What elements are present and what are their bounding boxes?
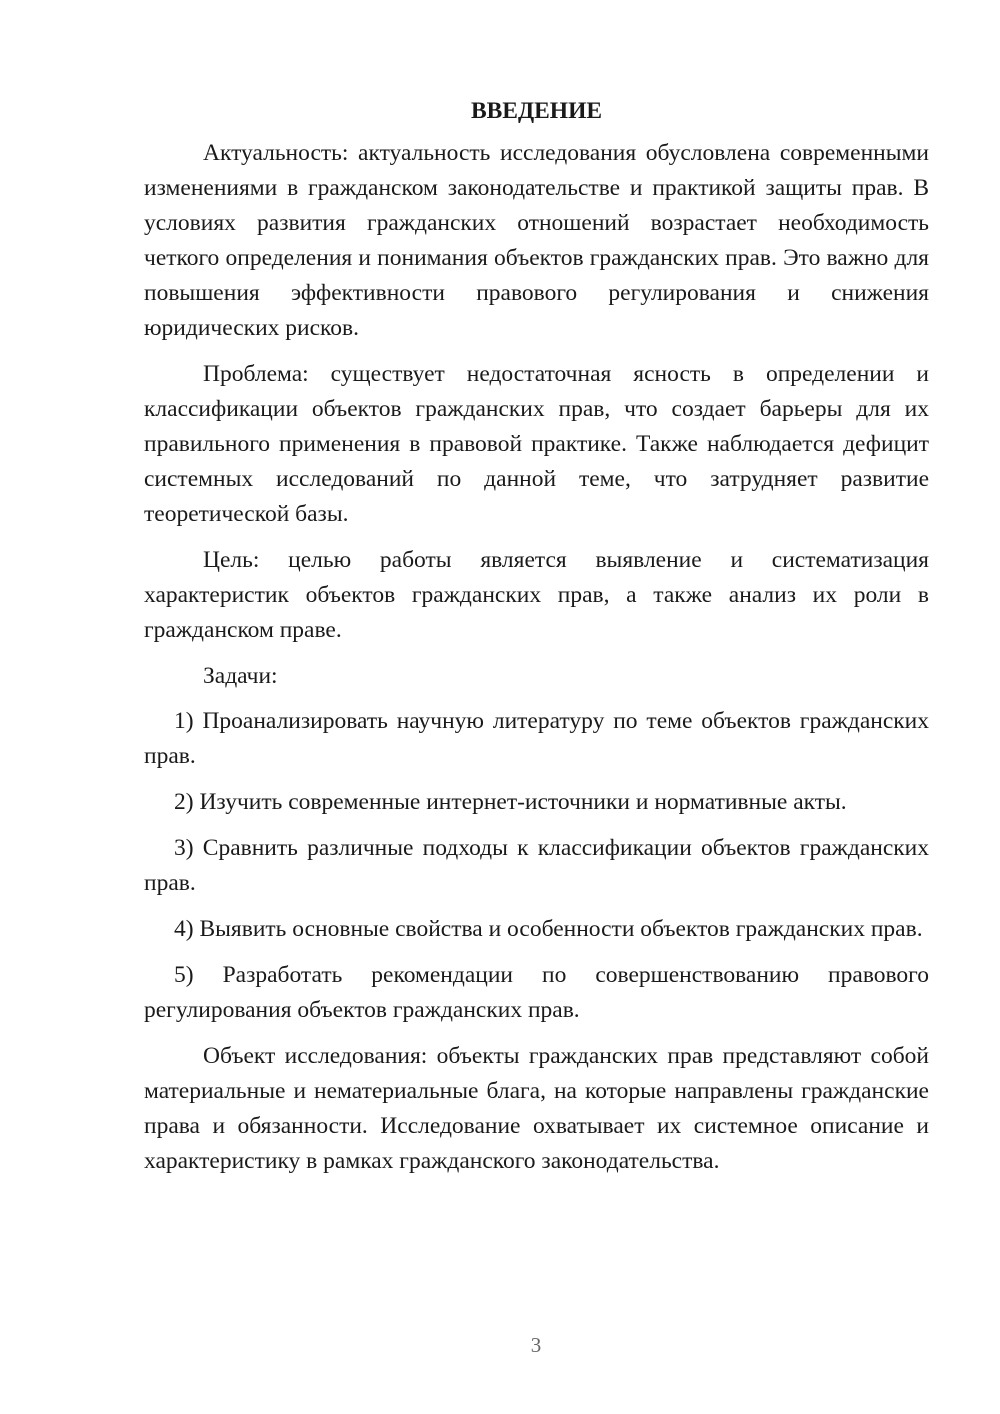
task-item-3: 3) Сравнить различные подходы к классификации объектов гражданских прав. bbox=[144, 835, 929, 896]
task-item-5: 5) Разработать рекомендации по совершенствованию правового регулирования объектов гражданских прав. bbox=[144, 962, 929, 1023]
task-item-1: 1) Проанализировать научную литературу по теме объектов гражданских прав. bbox=[144, 708, 929, 769]
page-title: ВВЕДЕНИЕ bbox=[470, 98, 603, 124]
tasks-heading: Задачи: bbox=[203, 663, 278, 689]
task-item-2: 2) Изучить современные интернет-источники и нормативные акты. bbox=[174, 789, 847, 815]
task-item-4: 4) Выявить основные свойства и особенности объектов гражданских прав. bbox=[174, 916, 923, 942]
relevance-paragraph: Актуальность: актуальность исследования обусловлена современными изменениями в гражданском законодательстве и практикой защиты прав. В условиях развития гражданских отношений возрастает необходимость четкого определения и понимания объектов гражданских прав. Это важно для повышения эффективности правового регулирования и снижения юридических рисков. bbox=[144, 140, 929, 341]
research-object-paragraph: Объект исследования: объекты гражданских прав представляют собой материальные и нематериальные блага, на которые направлены гражданские права и обязанности. Исследование охватывает их системное описание и характеристику в рамках гражданского законодательства. bbox=[144, 1043, 929, 1174]
document-page bbox=[144, 92, 929, 1190]
page-number: 3 bbox=[530, 1333, 542, 1357]
problem-paragraph: Проблема: существует недостаточная ясность в определении и классификации объектов гражданских прав, что создает барьеры для их правильного применения в правовой практике. Также наблюдается дефицит системных исследований по данной теме, что затрудняет развитие теоретической базы. bbox=[144, 361, 929, 527]
goal-paragraph: Цель: целью работы является выявление и систематизация характеристик объектов гражданских прав, а также анализ их роли в гражданском праве. bbox=[144, 547, 929, 643]
